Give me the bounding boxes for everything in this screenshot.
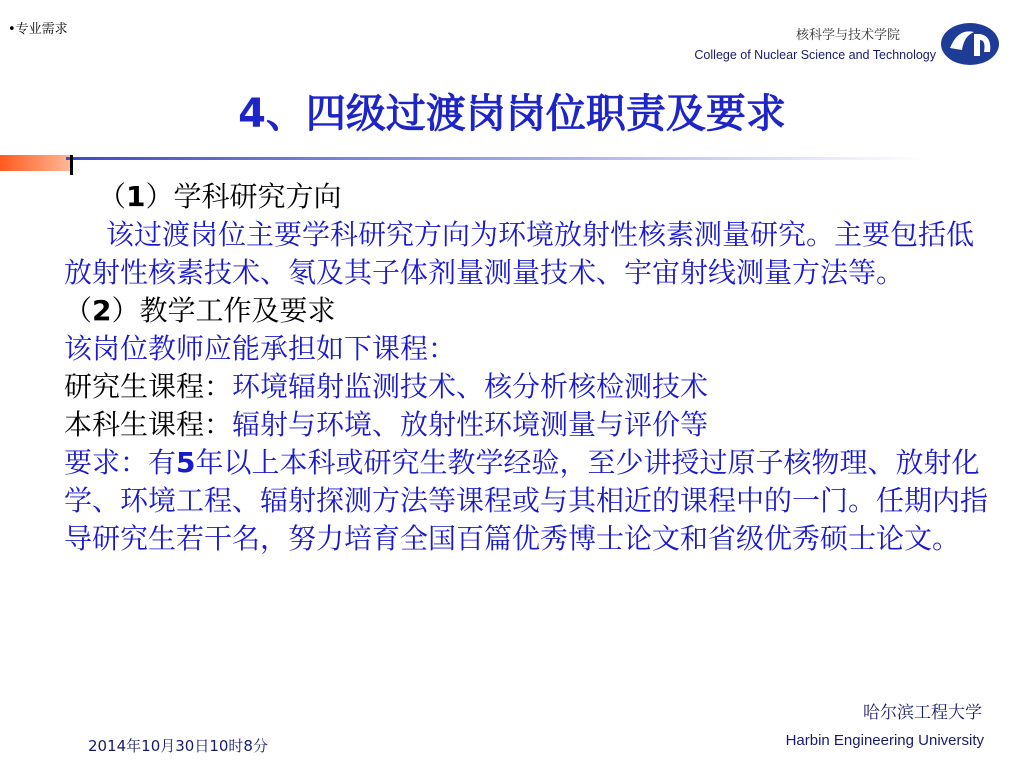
section-1-heading: （1）学科研究方向 xyxy=(98,180,342,213)
section-2-heading: （2）教学工作及要求 xyxy=(64,294,336,327)
college-name-cn: 核科学与技术学院 xyxy=(795,28,900,43)
footer-university-cn: 哈尔滨工程大学 xyxy=(863,703,982,723)
footer-date: 2014年10月30日10时8分 xyxy=(88,737,268,755)
graduate-courses: 研究生课程：环境辐射监测技术、核分析核检测技术 xyxy=(64,370,709,403)
heu-logo-icon xyxy=(940,22,1000,66)
section-1-paragraph: 该过渡岗位主要学科研究方向为环境放射性核素测量研究。主要包括低放射性核素技术、氡及其子体剂量测量技术、宇宙射线测量方法等。 xyxy=(64,218,975,289)
slide-content xyxy=(64,178,994,558)
slide-title: 4、四级过渡岗岗位职责及要求 xyxy=(238,91,786,137)
footer-university-en: Harbin Engineering University xyxy=(785,732,984,749)
undergraduate-courses: 本科生课程：辐射与环境、放射性环境测量与评价等 xyxy=(64,408,709,441)
college-name-en: College of Nuclear Science and Technology xyxy=(694,48,936,62)
corner-label: •专业需求 xyxy=(8,22,68,37)
title-divider xyxy=(0,155,1024,175)
section-2-intro: 该岗位教师应能承担如下课程： xyxy=(64,332,457,365)
requirements-paragraph: 要求：有5年以上本科或研究生教学经验，至少讲授过原子核物理、放射化学、环境工程、辐射探测方法等课程或与其相近的课程中的一门。任期内指导研究生若干名，努力培育全国百篇优秀博士论文和省级优秀硕士论文。 xyxy=(64,446,989,555)
